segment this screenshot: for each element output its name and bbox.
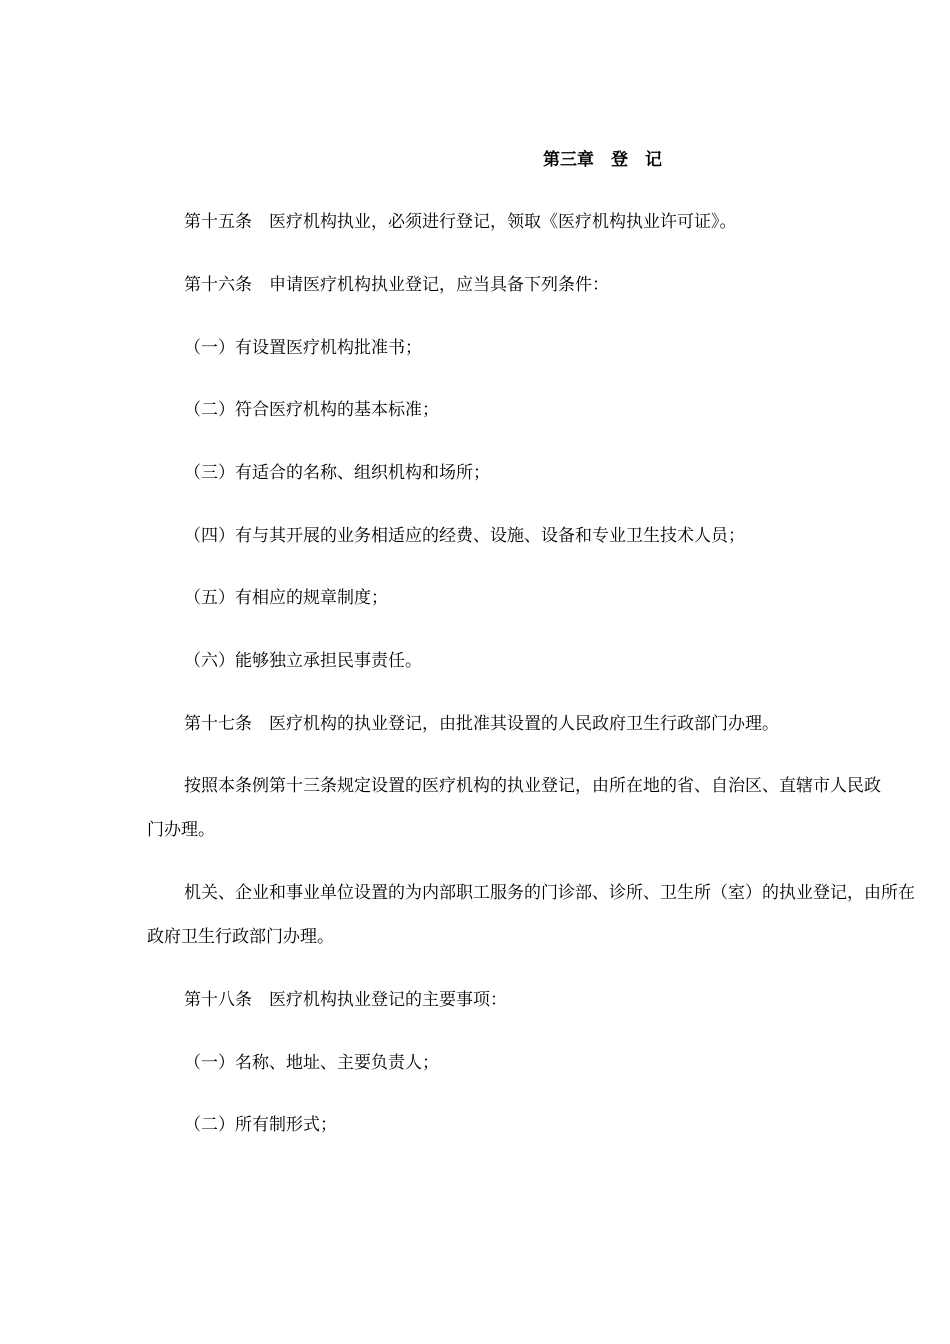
article-16-item-1: （一）有设置医疗机构批准书； (184, 338, 422, 358)
chapter-heading: 第三章 登 记 (543, 150, 662, 170)
article-17-paragraph-3-line-2: 政府卫生行政部门办理。 (147, 927, 334, 947)
article-16-item-4: （四）有与其开展的业务相适应的经费、设施、设备和专业卫生技术人员； (184, 526, 745, 546)
article-17: 第十七条 医疗机构的执业登记，由批准其设置的人民政府卫生行政部门办理。 (184, 714, 779, 734)
article-16-item-2: （二）符合医疗机构的基本标准； (184, 400, 439, 420)
article-17-paragraph-2-line-1: 按照本条例第十三条规定设置的医疗机构的执业登记，由所在地的省、自治区、直辖市人民政 (184, 776, 881, 796)
article-17-paragraph-3-line-1: 机关、企业和事业单位设置的为内部职工服务的门诊部、诊所、卫生所（室）的执业登记，由所在 (184, 883, 915, 903)
article-18-item-1: （一）名称、地址、主要负责人； (184, 1053, 439, 1073)
article-15: 第十五条 医疗机构执业，必须进行登记，领取《医疗机构执业许可证》。 (184, 212, 737, 232)
article-18: 第十八条 医疗机构执业登记的主要事项： (184, 990, 507, 1010)
article-16-item-6: （六）能够独立承担民事责任。 (184, 651, 422, 671)
article-16-item-3: （三）有适合的名称、组织机构和场所； (184, 463, 490, 483)
article-17-paragraph-2-line-2: 门办理。 (147, 820, 215, 840)
article-16: 第十六条 申请医疗机构执业登记，应当具备下列条件： (184, 275, 609, 295)
article-16-item-5: （五）有相应的规章制度； (184, 588, 388, 608)
article-18-item-2: （二）所有制形式； (184, 1115, 337, 1135)
